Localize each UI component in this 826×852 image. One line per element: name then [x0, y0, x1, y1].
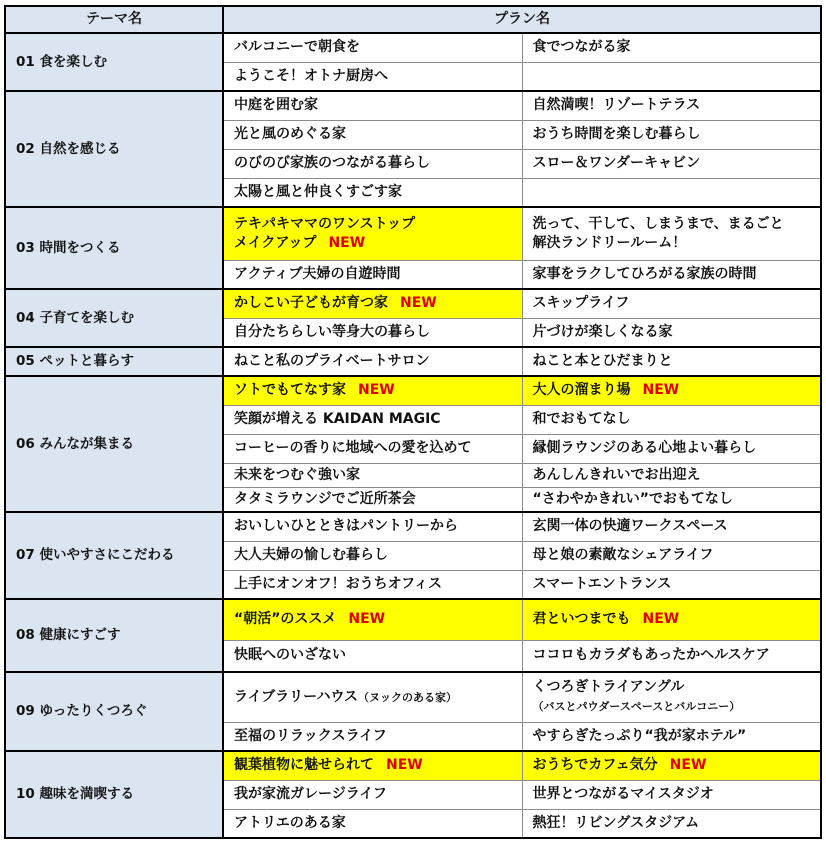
- plan-cell: [223, 599, 522, 640]
- plan-text: 君といつまでも: [532, 611, 631, 628]
- plan-text: 太陽と風と仲良くすごす家: [234, 183, 402, 200]
- plan-name: [234, 727, 522, 746]
- plan-cell: [223, 260, 522, 289]
- table-row: [5, 376, 821, 405]
- plan-name: [533, 381, 821, 400]
- plan-cell: [223, 405, 522, 434]
- plan-name: [533, 154, 821, 173]
- plan-name: [234, 517, 522, 536]
- theme-cell: 05 ペットと暮らす: [5, 347, 223, 376]
- plan-header: プラン名: [223, 6, 821, 33]
- plan-name: [234, 323, 522, 342]
- new-badge: NEW: [386, 757, 423, 774]
- plan-cell: [522, 178, 821, 207]
- new-badge: NEW: [642, 611, 680, 628]
- plan-name: [533, 466, 821, 485]
- new-badge: NEW: [348, 611, 386, 628]
- plan-cell: [223, 434, 522, 463]
- plan-text: メイクアップ: [234, 234, 317, 251]
- plan-text: 自然満喫！リゾートテラス: [532, 97, 701, 114]
- plan-name: [533, 294, 821, 313]
- plan-cell: [522, 780, 821, 809]
- plan-cell: [223, 780, 522, 809]
- plan-text: おうちでカフェ気分: [532, 757, 658, 774]
- plan-text: 快眠へのいざない: [234, 647, 346, 664]
- plan-text: やすらぎたっぷり“我が家ホテル”: [532, 727, 747, 744]
- plan-text: アクティブ夫婦の自遊時間: [234, 265, 401, 282]
- plan-cell: [223, 347, 522, 376]
- plan-text: 未来をつむぐ強い家: [234, 466, 360, 483]
- plan-cell: [522, 207, 821, 260]
- plan-text: かしこい子どもが育つ家: [234, 295, 388, 312]
- plan-text: スマートエントランス: [532, 575, 672, 592]
- plan-cell: [223, 289, 522, 318]
- theme-cell: 07 使いやすさにこだわる: [5, 512, 223, 599]
- plan-text: 家事をラクしてひろがる家族の時間: [532, 265, 757, 282]
- plan-cell: [522, 347, 821, 376]
- plan-name: [234, 215, 522, 234]
- plan-name: [533, 610, 821, 629]
- plan-text: 我が家流ガレージライフ: [234, 786, 387, 803]
- plan-name: [234, 466, 522, 485]
- table-body: [5, 33, 821, 838]
- plan-name: [533, 490, 821, 509]
- plan-cell: [522, 91, 821, 120]
- plan-text: 母と娘の素敵なシェアライフ: [532, 547, 714, 564]
- plan-text: スキップライフ: [532, 295, 630, 312]
- plan-cell: [223, 722, 522, 751]
- plan-cell: [223, 178, 522, 207]
- table-row: [5, 512, 821, 541]
- plan-text: ねこと私のプライベートサロン: [234, 353, 430, 370]
- plan-cell: [522, 260, 821, 289]
- table-row: [5, 599, 821, 640]
- plan-name: [234, 125, 522, 144]
- plan-text: おいしいひとときはパントリーから: [234, 518, 458, 535]
- plan-cell: [223, 91, 522, 120]
- plan-cell: [522, 120, 821, 149]
- plan-text: “さわやかきれい”でおもてなし: [532, 490, 733, 507]
- plan-text: 上手にオンオフ！おうちオフィス: [234, 575, 443, 592]
- plan-text: スロー＆ワンダーキャビン: [532, 155, 700, 172]
- plan-cell: [522, 809, 821, 838]
- plan-text: ようこそ！オトナ厨房へ: [234, 67, 388, 84]
- plan-cell: [522, 434, 821, 463]
- table-row: [5, 347, 821, 376]
- header-row: [5, 6, 821, 33]
- plan-name: [533, 678, 821, 697]
- plan-text: 熱狂！リビングスタジアム: [532, 814, 700, 831]
- plan-text: アトリエのある家: [234, 814, 346, 831]
- plan-cell: [522, 405, 821, 434]
- plan-note-line2: [533, 697, 821, 716]
- plan-text: 縁側ラウンジのある心地よい暮らし: [532, 440, 757, 457]
- plan-text: 笑顔が増える KAIDAN MAGIC: [234, 411, 441, 428]
- plan-name: [234, 154, 522, 173]
- theme-cell: 01 食を楽しむ: [5, 33, 223, 91]
- plan-cell: [223, 672, 522, 722]
- plan-name: [234, 785, 522, 804]
- theme-cell: 04 子育てを楽しむ: [5, 289, 223, 347]
- plan-name: [234, 688, 522, 707]
- plan-text: 洗って、干して、しまうまで、まるごと: [532, 215, 784, 232]
- plan-name: [234, 439, 522, 458]
- theme-header: テーマ名: [5, 6, 223, 33]
- plan-text: 中庭を囲む家: [234, 97, 318, 114]
- plan-cell: [223, 318, 522, 347]
- plan-name: [533, 517, 821, 536]
- theme-cell: 02 自然を感じる: [5, 91, 223, 207]
- plan-name-line2: [533, 234, 821, 253]
- plan-cell: [522, 599, 821, 640]
- plan-name: [533, 96, 821, 115]
- new-badge: NEW: [669, 757, 707, 774]
- plan-cell: [522, 541, 821, 570]
- plan-name: [533, 546, 821, 565]
- plan-table: [4, 5, 822, 839]
- plan-cell: [223, 512, 522, 541]
- plan-name: [533, 756, 821, 775]
- plan-cell: [522, 722, 821, 751]
- table-row: [5, 207, 821, 260]
- plan-name: [533, 814, 821, 833]
- plan-text: ライブラリーハウス: [234, 688, 359, 705]
- plan-name: [234, 490, 522, 509]
- new-badge: NEW: [642, 382, 680, 399]
- plan-name: [234, 183, 522, 202]
- plan-name: [533, 646, 821, 665]
- plan-text: くつろぎトライアングル: [532, 679, 685, 696]
- plan-text: 大人の溜まり場: [532, 382, 631, 399]
- plan-name: [533, 727, 821, 746]
- plan-name: [533, 575, 821, 594]
- plan-name: [234, 265, 522, 284]
- plan-name: [533, 352, 821, 371]
- new-badge: NEW: [400, 295, 437, 312]
- plan-cell: [223, 33, 522, 62]
- plan-name: [533, 265, 821, 284]
- plan-text: コーヒーの香りに地域への愛を込めて: [234, 440, 472, 457]
- plan-text: テキパキママのワンストップ: [234, 215, 416, 232]
- plan-name: [234, 756, 522, 775]
- plan-name: [234, 575, 522, 594]
- theme-cell: 03 時間をつくる: [5, 207, 223, 289]
- plan-cell: [522, 751, 821, 780]
- plan-cell: [522, 640, 821, 672]
- plan-cell: [522, 376, 821, 405]
- plan-text: 至福のリラックスライフ: [234, 727, 387, 744]
- plan-text: 和でおもてなし: [532, 411, 631, 428]
- plan-cell: [522, 62, 821, 91]
- plan-text: 食でつながる家: [532, 39, 631, 56]
- table-row: [5, 33, 821, 62]
- plan-name: [533, 215, 821, 234]
- plan-cell: [522, 318, 821, 347]
- theme-cell: 06 みんなが集まる: [5, 376, 223, 512]
- plan-name: [234, 96, 522, 115]
- plan-name: [533, 323, 821, 342]
- plan-cell: [223, 809, 522, 838]
- plan-text: 光と風のめぐる家: [234, 126, 346, 143]
- plan-cell: [522, 149, 821, 178]
- plan-name: [234, 294, 522, 313]
- plan-note: （バスとパウダースペースとバルコニー）: [532, 700, 741, 714]
- plan-name: [533, 439, 821, 458]
- plan-text: 自分たちらしい等身大の暮らし: [234, 323, 430, 340]
- plan-name: [533, 785, 821, 804]
- plan-text: おうち時間を楽しむ暮らし: [532, 126, 701, 143]
- table-row: [5, 289, 821, 318]
- table-row: [5, 672, 821, 722]
- plan-name: [234, 352, 522, 371]
- plan-name: [234, 546, 522, 565]
- new-badge: NEW: [328, 234, 366, 251]
- plan-text: ココロもカラダもあったかヘルスケア: [532, 647, 770, 664]
- plan-cell: [223, 640, 522, 672]
- plan-name: [533, 410, 821, 429]
- plan-name: [234, 610, 522, 629]
- plan-name: [234, 67, 522, 86]
- plan-text: 世界とつながるマイスタジオ: [532, 786, 714, 803]
- theme-cell: 10 趣味を満喫する: [5, 751, 223, 838]
- plan-name: [234, 410, 522, 429]
- plan-text: 大人夫婦の愉しむ暮らし: [234, 547, 388, 564]
- plan-name: [234, 814, 522, 833]
- plan-text: 玄関一体の快適ワークスペース: [532, 518, 728, 535]
- plan-text: ねこと本とひだまりと: [532, 353, 673, 370]
- plan-name: [234, 381, 522, 400]
- plan-name: [533, 125, 821, 144]
- plan-note: （ヌックのある家）: [358, 690, 458, 704]
- plan-cell: [223, 463, 522, 487]
- plan-cell: [522, 487, 821, 512]
- plan-cell: [223, 751, 522, 780]
- plan-name: [234, 646, 522, 665]
- plan-name-line2: [234, 234, 522, 253]
- plan-cell: [522, 570, 821, 599]
- plan-cell: [522, 463, 821, 487]
- plan-text: ソトでもてなす家: [234, 382, 346, 399]
- plan-cell: [223, 541, 522, 570]
- plan-text: “朝活”のススメ: [234, 611, 337, 628]
- table-row: [5, 91, 821, 120]
- table-row: [5, 751, 821, 780]
- plan-cell: [522, 33, 821, 62]
- plan-text: 観葉植物に魅せられて: [234, 757, 374, 774]
- plan-cell: [223, 487, 522, 512]
- plan-cell: [223, 62, 522, 91]
- plan-cell: [223, 149, 522, 178]
- plan-text: 片づけが楽しくなる家: [532, 323, 673, 340]
- plan-text: タタミラウンジでご近所茶会: [234, 490, 416, 507]
- plan-cell: [223, 207, 522, 260]
- theme-cell: 09 ゆったりくつろぐ: [5, 672, 223, 751]
- new-badge: NEW: [358, 382, 395, 399]
- plan-text: バルコニーで朝食を: [234, 39, 360, 56]
- plan-cell: [223, 120, 522, 149]
- plan-cell: [223, 570, 522, 599]
- plan-name: [533, 38, 821, 57]
- plan-name: [234, 38, 522, 57]
- plan-cell: [522, 672, 821, 722]
- plan-text: あんしんきれいでお出迎え: [532, 466, 701, 483]
- plan-text: 解決ランドリールーム！: [532, 234, 687, 251]
- plan-cell: [223, 376, 522, 405]
- plan-cell: [522, 512, 821, 541]
- plan-cell: [522, 289, 821, 318]
- plan-text: のびのび家族のつながる暮らし: [234, 155, 430, 172]
- theme-cell: 08 健康にすごす: [5, 599, 223, 672]
